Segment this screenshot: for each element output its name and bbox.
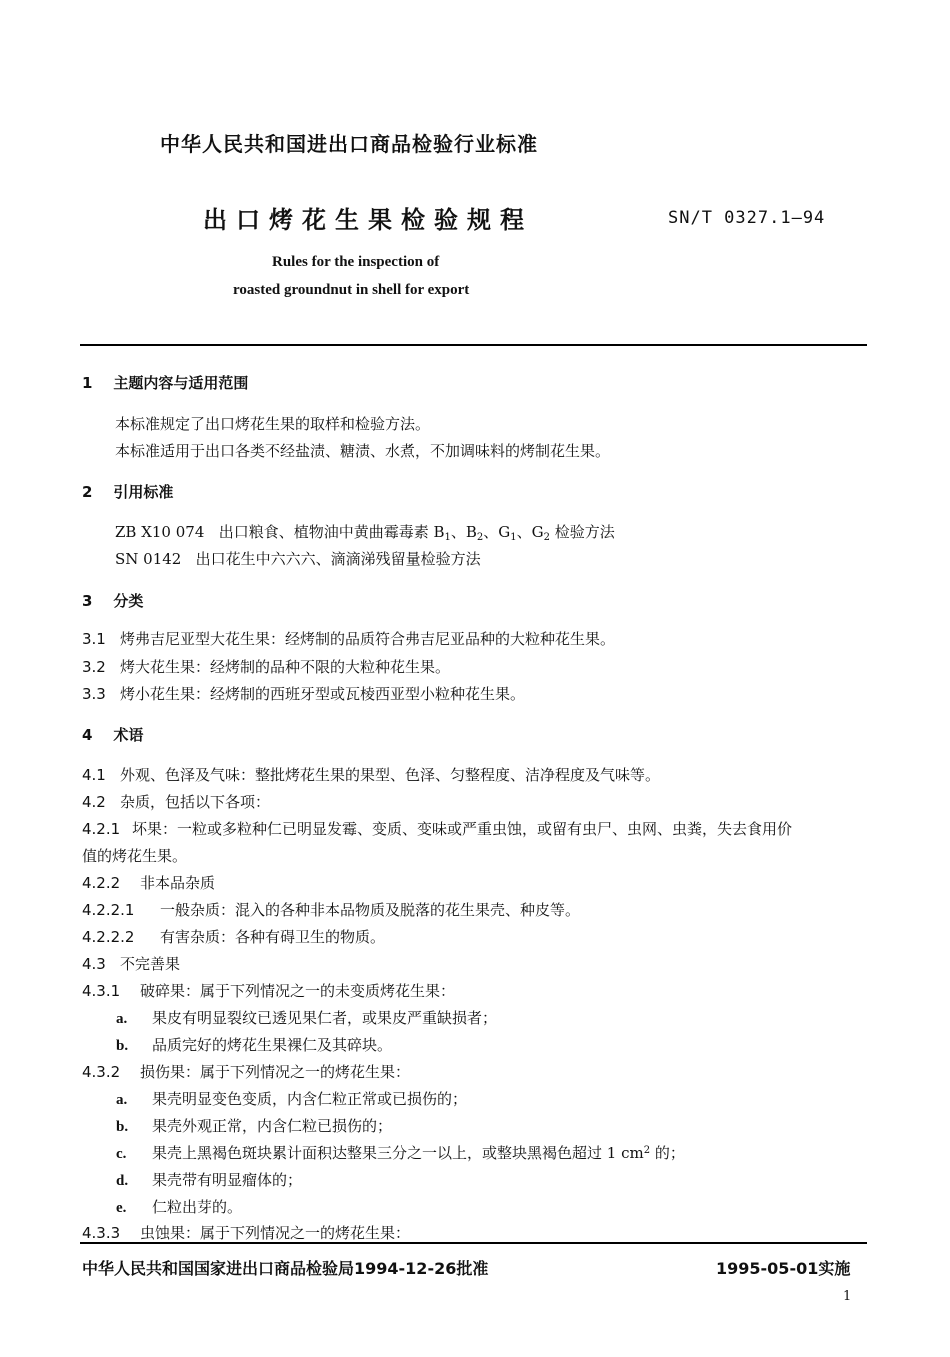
section-title: 引用标准 [113,483,174,501]
clause-text: 坏果：一粒或多粒种仁已明显发霉、变质、变味或严重虫蚀，或留有虫尸、虫网、虫粪，失去食用价 [132,820,793,838]
section-4-heading [82,724,143,745]
reference-title: 、G [516,523,544,541]
reference-item [115,548,481,569]
section-number: 3 [82,592,93,610]
clause-text: 不完善果 [120,955,181,973]
list-item [116,1007,497,1028]
list-item [116,1088,467,1109]
reference-code: SN 0142 [115,550,182,568]
reference-title: 检验方法 [550,523,615,541]
english-title-line1: Rules for the inspection of [272,254,440,270]
subscript: 2 [476,532,484,543]
clause-number: 4.3 [82,955,106,973]
list-item [116,1142,685,1163]
clause-text: 损伤果：属于下列情况之一的烤花生果： [140,1063,411,1081]
clause-number: 3.1 [82,630,106,648]
clause-text: 虫蚀果：属于下列情况之一的烤花生果： [140,1224,411,1242]
list-item [116,1115,392,1136]
effective-date: 1995-05-01实施 [716,1259,851,1278]
paragraph: 本标准规定了出口烤花生果的取样和检验方法。 [115,415,431,433]
clause-3-1 [82,628,615,649]
clause-number: 3.3 [82,685,106,703]
superscript: 2 [643,1145,651,1156]
clause-number: 4.3.1 [82,982,121,1000]
section-title: 主题内容与适用范围 [113,374,249,392]
clause-text: 杂质，包括以下各项： [120,793,271,811]
list-letter: d. [116,1173,129,1189]
clause-text: 烤小花生果：经烤制的西班牙型或瓦棱西亚型小粒种花生果。 [120,685,526,703]
clause-4-2 [82,791,270,812]
clause-3-3 [82,683,525,704]
clause-number: 4.2.2.1 [82,901,135,919]
clause-4-3-2 [82,1061,410,1082]
approval-line: 中华人民共和国国家进出口商品检验局1994-12-26批准 [82,1259,489,1278]
clause-4-3 [82,953,180,974]
list-letter: a. [116,1011,128,1027]
list-letter: e. [116,1200,127,1216]
subscript: 2 [543,532,550,543]
list-text: 品质完好的烤花生果裸仁及其碎块。 [152,1036,393,1054]
clause-text: 非本品杂质 [140,874,216,892]
list-text: 果壳上黑褐色斑块累计面积达整果三分之一以上，或整块黑褐色超过 1 cm [152,1144,644,1162]
org-standard-header: 中华人民共和国进出口商品检验行业标准 [160,132,538,156]
clause-number: 4.3.3 [82,1224,121,1242]
reference-title: 、G [483,523,511,541]
reference-title: 出口花生中六六六、滴滴涕残留量检验方法 [195,550,481,568]
clause-text: 一般杂质：混入的各种非本品物质及脱落的花生果壳、种皮等。 [160,901,581,919]
list-text: 果皮有明显裂纹已透见果仁者，或果皮严重缺损者； [152,1009,498,1027]
section-2-heading [82,481,173,502]
clause-text: 烤大花生果：经烤制的品种不限的大粒种花生果。 [120,658,451,676]
clause-number: 4.2.1 [82,820,121,838]
reference-code: ZB X10 074 [115,523,205,541]
clause-text: 破碎果：属于下列情况之一的未变质烤花生果： [140,982,456,1000]
section-number: 4 [82,726,93,744]
list-item [116,1196,242,1217]
document-title: 出口烤花生果检验规程 [203,206,533,234]
clause-text: 烤弗吉尼亚型大花生果：经烤制的品质符合弗吉尼亚品种的大粒种花生果。 [120,630,616,648]
clause-4-3-3 [82,1222,410,1243]
clause-number: 3.2 [82,658,106,676]
clause-4-1 [82,764,660,785]
clause-number: 4.2.2 [82,874,121,892]
clause-4-2-2-2 [82,926,385,947]
reference-item [115,521,615,543]
list-item [116,1034,392,1055]
list-letter: a. [116,1092,128,1108]
footer-divider [80,1242,867,1244]
list-item [116,1169,302,1190]
list-letter: c. [116,1146,127,1162]
page-number: 1 [843,1289,852,1304]
section-1-heading [82,372,248,393]
reference-title: 出口粮食、植物油中黄曲霉毒素 B [218,523,445,541]
subscript: 1 [510,532,517,543]
list-text: 果壳明显变色变质，内含仁粒正常或已损伤的； [152,1090,468,1108]
clause-number: 4.2.2.2 [82,928,135,946]
clause-3-2 [82,656,450,677]
clause-4-2-1 [82,818,792,839]
clause-4-2-2-1 [82,899,580,920]
list-text: 果壳带有明显瘤体的； [152,1171,303,1189]
list-text: 的； [650,1144,685,1162]
clause-4-3-1 [82,980,455,1001]
clause-4-2-2 [82,872,215,893]
list-letter: b. [116,1038,129,1054]
english-title-line2: roasted groundnut in shell for export [233,282,470,298]
list-text: 果壳外观正常，内含仁粒已损伤的； [152,1117,393,1135]
list-text: 仁粒出芽的。 [152,1198,243,1216]
clause-number: 4.2 [82,793,106,811]
clause-continuation: 值的烤花生果。 [82,847,188,865]
paragraph: 本标准适用于出口各类不经盐渍、糖渍、水煮，不加调味料的烤制花生果。 [115,442,611,460]
section-3-heading [82,590,143,611]
reference-title: 、B [450,523,477,541]
header-divider [80,344,867,346]
section-number: 2 [82,483,93,501]
section-number: 1 [82,374,93,392]
clause-number: 4.3.2 [82,1063,121,1081]
clause-text: 有害杂质：各种有碍卫生的物质。 [160,928,386,946]
section-title: 分类 [113,592,144,610]
list-letter: b. [116,1119,129,1135]
standard-code: SN/T 0327.1—94 [668,208,826,228]
clause-text: 外观、色泽及气味：整批烤花生果的果型、色泽、匀整程度、洁净程度及气味等。 [120,766,661,784]
subscript: 1 [444,532,451,543]
section-title: 术语 [113,726,144,744]
clause-number: 4.1 [82,766,106,784]
